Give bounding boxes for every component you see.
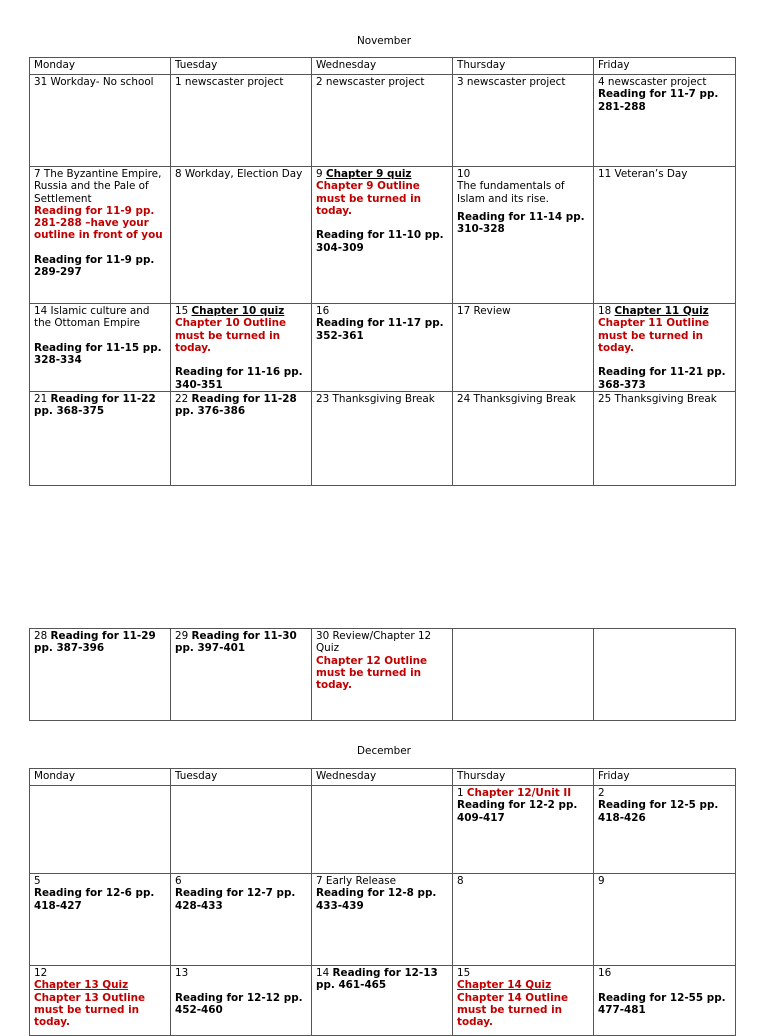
day-text: 4 newscaster project: [598, 76, 707, 88]
red-note: Chapter 12 Outline must be turned in today.: [316, 654, 428, 692]
header-monday: Monday: [30, 58, 171, 75]
reading-assignment: Reading for 11-16 pp. 340-351: [175, 366, 303, 391]
header-thursday: Thursday: [453, 769, 594, 786]
november-title: November: [356, 35, 412, 47]
reading-assignment: Reading for 11-10 pp. 304-309: [316, 229, 444, 254]
reading-assignment: Reading for 11-9 pp. 289-297: [34, 254, 155, 279]
day-cell-7: [312, 874, 453, 966]
reading-assignment: Reading for 11-7 pp. 281-288: [598, 88, 719, 113]
day-number: 2: [598, 787, 605, 799]
day-cell-9: 9: [594, 874, 736, 966]
day-cell-16: [312, 304, 453, 392]
day-cell-8: 8: [453, 874, 594, 966]
red-note: Reading for 11-9 pp. 281-288 –have your outline in front of you: [34, 204, 163, 242]
day-cell-23: 23 Thanksgiving Break: [312, 392, 453, 486]
header-monday: Monday: [30, 769, 171, 786]
reading-assignment: Reading for 11-29 pp. 387-396: [34, 630, 156, 655]
day-number: 21: [34, 393, 51, 406]
day-cell-24: 24 Thanksgiving Break: [453, 392, 594, 486]
day-number: 10: [457, 168, 471, 180]
empty-cell: [30, 786, 171, 874]
reading-assignment: Reading for 12-8 pp. 433-439: [316, 887, 437, 912]
reading-assignment: Reading for 12-13 pp. 461-465: [316, 967, 438, 992]
day-cell-29: [171, 629, 312, 721]
day-number: 15: [175, 305, 189, 317]
empty-cell: [453, 629, 594, 721]
red-note: Chapter 9 Outline must be turned in today.: [316, 180, 422, 217]
day-number: 14: [316, 967, 333, 979]
day-cell-3: 3 newscaster project: [453, 75, 594, 167]
header-wednesday: Wednesday: [312, 58, 453, 75]
day-number: 6: [175, 875, 182, 887]
day-number: 16: [316, 305, 330, 317]
reading-assignment: Reading for 11-15 pp. 328-334: [34, 341, 162, 367]
header-tuesday: Tuesday: [171, 769, 312, 786]
header-friday: Friday: [594, 769, 736, 786]
day-text: 14 Islamic culture and the Ottoman Empire: [34, 305, 150, 330]
day-cell-14: [30, 304, 171, 392]
day-cell-7: [30, 167, 171, 304]
day-cell-28: [30, 629, 171, 721]
header-tuesday: Tuesday: [171, 58, 312, 75]
empty-cell: [312, 786, 453, 874]
reading-assignment: Reading for 11-21 pp. 368-373: [598, 366, 726, 391]
day-cell-6: [171, 874, 312, 966]
day-cell-31: 31 Workday- No school: [30, 75, 171, 167]
reading-assignment: Reading for 11-22 pp. 368-375: [34, 393, 156, 418]
day-text: 7 The Byzantine Empire, Russia and the Pale of Settlement: [34, 168, 162, 205]
reading-assignment: Reading for 12-2 pp. 409-417: [457, 799, 578, 824]
day-number: 22: [175, 393, 192, 406]
red-note: Chapter 13 Outline must be turned in today.: [34, 991, 146, 1029]
header-row: [30, 769, 736, 786]
empty-cell: [171, 786, 312, 874]
day-cell-30: [312, 629, 453, 721]
red-note: Chapter 11 Outline must be turned in today.: [598, 317, 710, 354]
week-row: [30, 167, 736, 304]
december-table: [29, 768, 736, 1036]
day-cell-2: [594, 786, 736, 874]
quiz-label: Chapter 9 quiz: [325, 168, 412, 180]
day-number: 15: [457, 967, 471, 979]
day-number: 1: [457, 787, 467, 799]
day-number: 29: [175, 630, 192, 642]
day-number: 13: [175, 967, 189, 979]
reading-assignment: Reading for 12-55 pp. 477-481: [598, 991, 726, 1016]
day-text: 7 Early Release: [316, 875, 397, 887]
day-cell-12: [30, 966, 171, 1036]
header-wednesday: Wednesday: [312, 769, 453, 786]
week-row: [30, 629, 736, 721]
day-cell-10: [453, 167, 594, 304]
day-number: 5: [34, 875, 41, 887]
day-cell-2: 2 newscaster project: [312, 75, 453, 167]
day-number: 12: [34, 967, 48, 979]
day-cell-8: 8 Workday, Election Day: [171, 167, 312, 304]
reading-assignment: Reading for 12-12 pp. 452-460: [175, 991, 303, 1016]
november-table-continued: [29, 628, 736, 721]
reading-assignment: Reading for 12-5 pp. 418-426: [598, 799, 719, 824]
day-cell-14: [312, 966, 453, 1036]
header-friday: Friday: [594, 58, 736, 75]
quiz-label: Chapter 11 Quiz: [614, 305, 709, 317]
reading-assignment: Reading for 11-30 pp. 397-401: [175, 630, 297, 655]
day-cell-4: [594, 75, 736, 167]
reading-assignment: Reading for 12-6 pp. 418-427: [34, 887, 155, 912]
red-note: Chapter 12/Unit II: [466, 787, 572, 799]
day-text: The fundamentals of Islam and its rise.: [457, 180, 565, 205]
day-cell-1: [453, 786, 594, 874]
reading-assignment: Reading for 11-28 pp. 376-386: [175, 393, 297, 418]
day-cell-1: 1 newscaster project: [171, 75, 312, 167]
day-cell-11: 11 Veteran’s Day: [594, 167, 736, 304]
november-table: [29, 57, 736, 486]
day-cell-13: [171, 966, 312, 1036]
week-row: [30, 966, 736, 1036]
week-row: [30, 786, 736, 874]
header-thursday: Thursday: [453, 58, 594, 75]
week-row: [30, 75, 736, 167]
week-row: [30, 392, 736, 486]
quiz-label: Chapter 13 Quiz: [34, 979, 129, 992]
reading-assignment: Reading for 11-17 pp. 352-361: [316, 317, 444, 342]
day-cell-21: [30, 392, 171, 486]
day-cell-16: [594, 966, 736, 1036]
week-row: [30, 874, 736, 966]
day-cell-18: [594, 304, 736, 392]
day-cell-22: [171, 392, 312, 486]
day-number: 28: [34, 630, 51, 642]
december-title: December: [357, 745, 411, 757]
quiz-label: Chapter 14 Quiz: [457, 979, 552, 992]
day-number: 16: [598, 967, 612, 979]
day-cell-25: 25 Thanksgiving Break: [594, 392, 736, 486]
header-row: [30, 58, 736, 75]
reading-assignment: Reading for 12-7 pp. 428-433: [175, 887, 296, 912]
week-row: [30, 304, 736, 392]
day-cell-5: [30, 874, 171, 966]
day-cell-15: [171, 304, 312, 392]
day-cell-15: [453, 966, 594, 1036]
empty-cell: [594, 629, 736, 721]
day-number: 18: [598, 305, 612, 317]
red-note: Chapter 14 Outline must be turned in today.: [457, 991, 569, 1029]
red-note: Chapter 10 Outline must be turned in today.: [175, 317, 287, 354]
day-number: 9: [316, 168, 323, 180]
day-cell-9: [312, 167, 453, 304]
day-text: 30 Review/Chapter 12 Quiz: [316, 630, 432, 655]
reading-assignment: Reading for 11-14 pp. 310-328: [457, 210, 585, 236]
day-cell-17: 17 Review: [453, 304, 594, 392]
quiz-label: Chapter 10 quiz: [191, 305, 285, 317]
